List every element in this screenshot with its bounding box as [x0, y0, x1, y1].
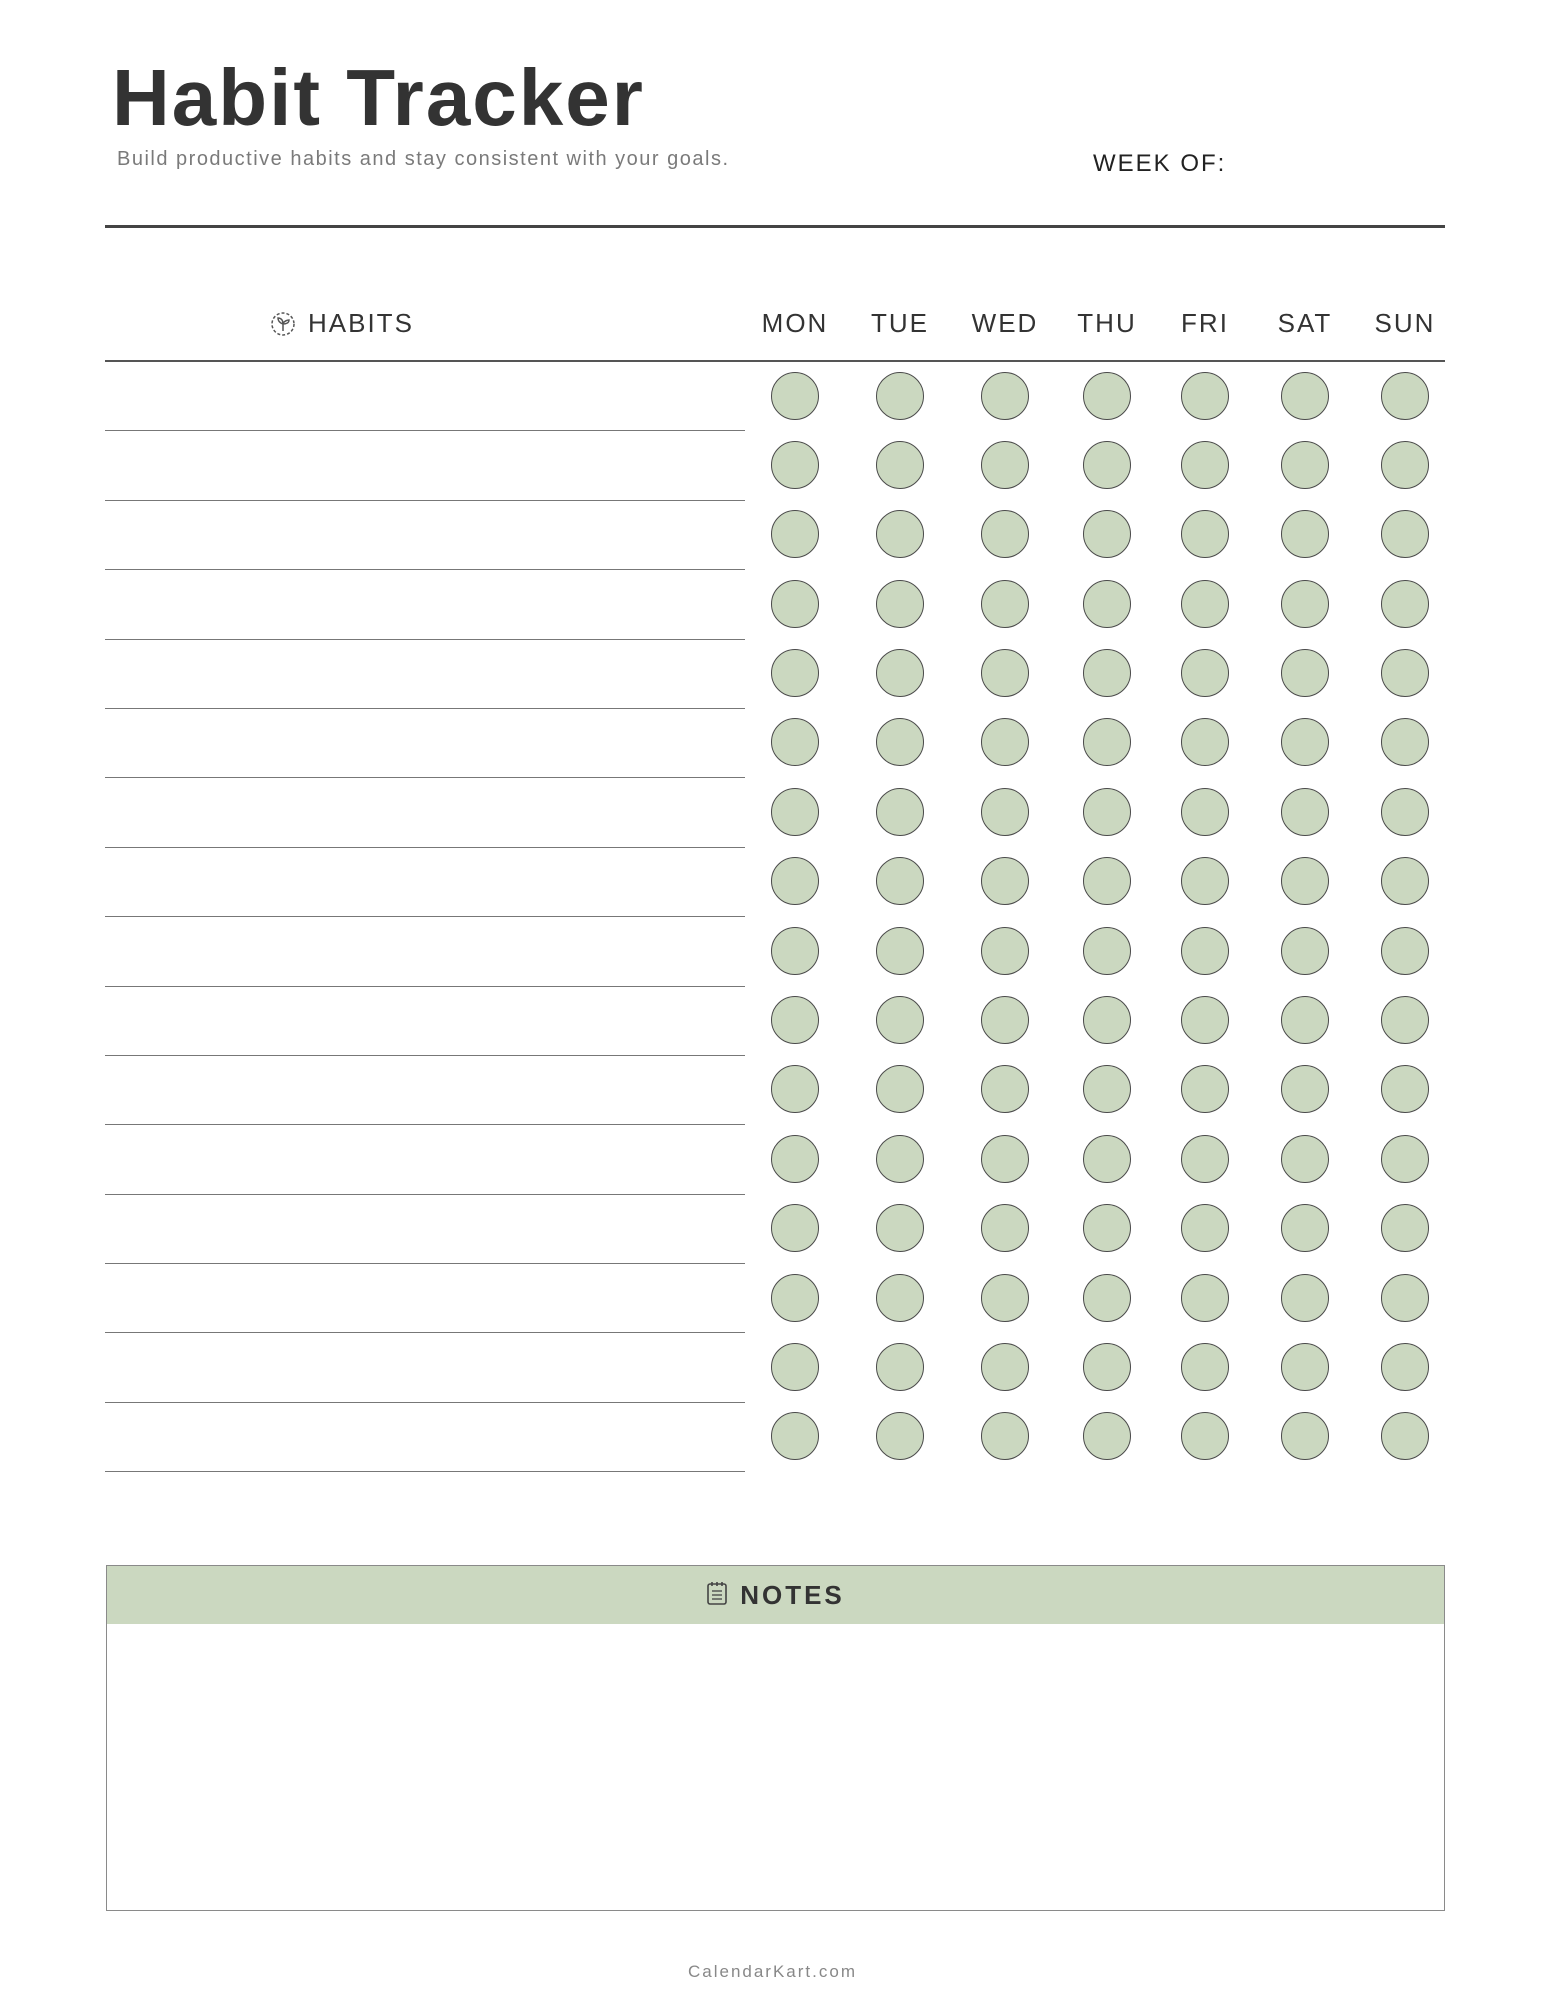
- habit-row: [105, 431, 1445, 500]
- check-circle-sat[interactable]: [1281, 1135, 1329, 1183]
- check-circle-wed[interactable]: [981, 580, 1029, 628]
- check-circle-mon[interactable]: [771, 788, 819, 836]
- check-circle-tue[interactable]: [876, 996, 924, 1044]
- page-title: Habit Tracker: [112, 53, 645, 142]
- page-subtitle: Build productive habits and stay consistent with your goals.: [117, 148, 730, 170]
- check-circle-thu[interactable]: [1083, 372, 1131, 420]
- habit-row: [105, 1403, 1445, 1472]
- check-circle-fri[interactable]: [1181, 996, 1229, 1044]
- check-circle-wed[interactable]: [981, 996, 1029, 1044]
- check-circle-thu[interactable]: [1083, 788, 1131, 836]
- check-circle-thu[interactable]: [1083, 1412, 1131, 1460]
- check-circle-fri[interactable]: [1181, 1274, 1229, 1322]
- check-circle-wed[interactable]: [981, 372, 1029, 420]
- day-header-sun: SUN: [1374, 308, 1436, 338]
- check-circle-mon[interactable]: [771, 372, 819, 420]
- habit-row: [105, 1264, 1445, 1333]
- check-circle-tue[interactable]: [876, 1065, 924, 1113]
- check-circle-mon[interactable]: [771, 510, 819, 558]
- check-circle-fri[interactable]: [1181, 510, 1229, 558]
- check-circle-tue[interactable]: [876, 1343, 924, 1391]
- check-circle-sat[interactable]: [1281, 372, 1329, 420]
- habit-row: [105, 1195, 1445, 1264]
- habit-entry-line[interactable]: [105, 1471, 745, 1472]
- check-circle-sat[interactable]: [1281, 1065, 1329, 1113]
- check-circle-thu[interactable]: [1083, 718, 1131, 766]
- check-circle-thu[interactable]: [1083, 1065, 1131, 1113]
- check-circle-tue[interactable]: [876, 510, 924, 558]
- check-circle-thu[interactable]: [1083, 996, 1131, 1044]
- check-circle-tue[interactable]: [876, 1412, 924, 1460]
- check-circle-thu[interactable]: [1083, 1135, 1131, 1183]
- check-circle-fri[interactable]: [1181, 927, 1229, 975]
- check-circle-sat[interactable]: [1281, 1412, 1329, 1460]
- check-circle-sun[interactable]: [1381, 1274, 1429, 1322]
- day-header-thu: THU: [1077, 308, 1137, 338]
- check-circle-wed[interactable]: [981, 1274, 1029, 1322]
- check-circle-sat[interactable]: [1281, 580, 1329, 628]
- habit-row: [105, 1125, 1445, 1194]
- check-circle-wed[interactable]: [981, 441, 1029, 489]
- habit-row: [105, 778, 1445, 847]
- check-circle-sun[interactable]: [1381, 996, 1429, 1044]
- check-circle-wed[interactable]: [981, 1204, 1029, 1252]
- week-of-label: WEEK OF:: [1093, 150, 1227, 177]
- habits-label: HABITS: [308, 308, 414, 338]
- check-circle-tue[interactable]: [876, 788, 924, 836]
- header-divider: [105, 225, 1445, 228]
- habit-row: [105, 1333, 1445, 1402]
- check-circle-sat[interactable]: [1281, 927, 1329, 975]
- check-circle-sat[interactable]: [1281, 996, 1329, 1044]
- check-circle-wed[interactable]: [981, 1412, 1029, 1460]
- day-header-wed: WED: [971, 308, 1039, 338]
- notepad-icon: [706, 1580, 728, 1611]
- check-circle-sat[interactable]: [1281, 1274, 1329, 1322]
- check-circle-thu[interactable]: [1083, 927, 1131, 975]
- check-circle-thu[interactable]: [1083, 649, 1131, 697]
- check-circle-wed[interactable]: [981, 649, 1029, 697]
- check-circle-sun[interactable]: [1381, 441, 1429, 489]
- habit-row: [105, 917, 1445, 986]
- check-circle-sat[interactable]: [1281, 441, 1329, 489]
- check-circle-fri[interactable]: [1181, 1065, 1229, 1113]
- check-circle-wed[interactable]: [981, 927, 1029, 975]
- check-circle-tue[interactable]: [876, 441, 924, 489]
- check-circle-fri[interactable]: [1181, 649, 1229, 697]
- habit-row: [105, 1056, 1445, 1125]
- check-circle-sun[interactable]: [1381, 857, 1429, 905]
- check-circle-fri[interactable]: [1181, 857, 1229, 905]
- habit-row: [105, 362, 1445, 431]
- sprout-icon: [270, 311, 296, 337]
- check-circle-tue[interactable]: [876, 927, 924, 975]
- check-circle-sat[interactable]: [1281, 857, 1329, 905]
- check-circle-mon[interactable]: [771, 927, 819, 975]
- check-circle-sat[interactable]: [1281, 1204, 1329, 1252]
- habit-rows: [105, 362, 1445, 1472]
- check-circle-sun[interactable]: [1381, 372, 1429, 420]
- check-circle-sun[interactable]: [1381, 1412, 1429, 1460]
- check-circle-fri[interactable]: [1181, 1135, 1229, 1183]
- tracker-header: [105, 300, 1445, 362]
- check-circle-sat[interactable]: [1281, 649, 1329, 697]
- check-circle-sun[interactable]: [1381, 927, 1429, 975]
- check-circle-sun[interactable]: [1381, 649, 1429, 697]
- day-header-mon: MON: [761, 308, 829, 338]
- check-circle-fri[interactable]: [1181, 372, 1229, 420]
- footer-brand: CalendarKart.com: [687, 1962, 857, 1981]
- check-circle-mon[interactable]: [771, 996, 819, 1044]
- check-circle-tue[interactable]: [876, 1204, 924, 1252]
- check-circle-mon[interactable]: [771, 1274, 819, 1322]
- habit-row: [105, 709, 1445, 778]
- check-circle-sun[interactable]: [1381, 1204, 1429, 1252]
- check-circle-mon[interactable]: [771, 718, 819, 766]
- check-circle-wed[interactable]: [981, 510, 1029, 558]
- check-circle-thu[interactable]: [1083, 510, 1131, 558]
- check-circle-sun[interactable]: [1381, 1065, 1429, 1113]
- check-circle-sun[interactable]: [1381, 718, 1429, 766]
- check-circle-wed[interactable]: [981, 1135, 1029, 1183]
- day-header-tue: TUE: [871, 308, 929, 338]
- check-circle-tue[interactable]: [876, 718, 924, 766]
- check-circle-sat[interactable]: [1281, 510, 1329, 558]
- day-header-sat: SAT: [1277, 308, 1333, 338]
- check-circle-tue[interactable]: [876, 1135, 924, 1183]
- check-circle-mon[interactable]: [771, 1412, 819, 1460]
- check-circle-thu[interactable]: [1083, 441, 1131, 489]
- check-circle-mon[interactable]: [771, 1135, 819, 1183]
- habit-row: [105, 501, 1445, 570]
- check-circle-mon[interactable]: [771, 649, 819, 697]
- check-circle-sun[interactable]: [1381, 580, 1429, 628]
- check-circle-mon[interactable]: [771, 1343, 819, 1391]
- check-circle-sun[interactable]: [1381, 1135, 1429, 1183]
- notes-writing-area[interactable]: [107, 1624, 1444, 1910]
- check-circle-tue[interactable]: [876, 372, 924, 420]
- check-circle-sat[interactable]: [1281, 788, 1329, 836]
- check-circle-tue[interactable]: [876, 1274, 924, 1322]
- check-circle-tue[interactable]: [876, 580, 924, 628]
- habits-column-header: [270, 308, 414, 339]
- check-circle-fri[interactable]: [1181, 718, 1229, 766]
- check-circle-wed[interactable]: [981, 718, 1029, 766]
- check-circle-sun[interactable]: [1381, 788, 1429, 836]
- check-circle-thu[interactable]: [1083, 1204, 1131, 1252]
- check-circle-mon[interactable]: [771, 441, 819, 489]
- check-circle-thu[interactable]: [1083, 1343, 1131, 1391]
- check-circle-mon[interactable]: [771, 580, 819, 628]
- check-circle-wed[interactable]: [981, 1343, 1029, 1391]
- check-circle-wed[interactable]: [981, 1065, 1029, 1113]
- check-circle-fri[interactable]: [1181, 1204, 1229, 1252]
- day-header-fri: FRI: [1181, 308, 1229, 338]
- check-circle-fri[interactable]: [1181, 1343, 1229, 1391]
- check-circle-sat[interactable]: [1281, 718, 1329, 766]
- check-circle-fri[interactable]: [1181, 788, 1229, 836]
- notes-section: [106, 1565, 1445, 1911]
- habit-row: [105, 640, 1445, 709]
- check-circle-mon[interactable]: [771, 1204, 819, 1252]
- habit-row: [105, 570, 1445, 639]
- check-circle-thu[interactable]: [1083, 1274, 1131, 1322]
- check-circle-thu[interactable]: [1083, 857, 1131, 905]
- habit-row: [105, 848, 1445, 917]
- check-circle-mon[interactable]: [771, 857, 819, 905]
- check-circle-thu[interactable]: [1083, 580, 1131, 628]
- check-circle-sun[interactable]: [1381, 1343, 1429, 1391]
- check-circle-tue[interactable]: [876, 857, 924, 905]
- check-circle-wed[interactable]: [981, 857, 1029, 905]
- check-circle-wed[interactable]: [981, 788, 1029, 836]
- check-circle-sat[interactable]: [1281, 1343, 1329, 1391]
- check-circle-fri[interactable]: [1181, 580, 1229, 628]
- check-circle-mon[interactable]: [771, 1065, 819, 1113]
- check-circle-fri[interactable]: [1181, 441, 1229, 489]
- notes-title: NOTES: [740, 1579, 845, 1610]
- check-circle-fri[interactable]: [1181, 1412, 1229, 1460]
- notes-header: [107, 1566, 1444, 1624]
- check-circle-sun[interactable]: [1381, 510, 1429, 558]
- habit-row: [105, 987, 1445, 1056]
- check-circle-tue[interactable]: [876, 649, 924, 697]
